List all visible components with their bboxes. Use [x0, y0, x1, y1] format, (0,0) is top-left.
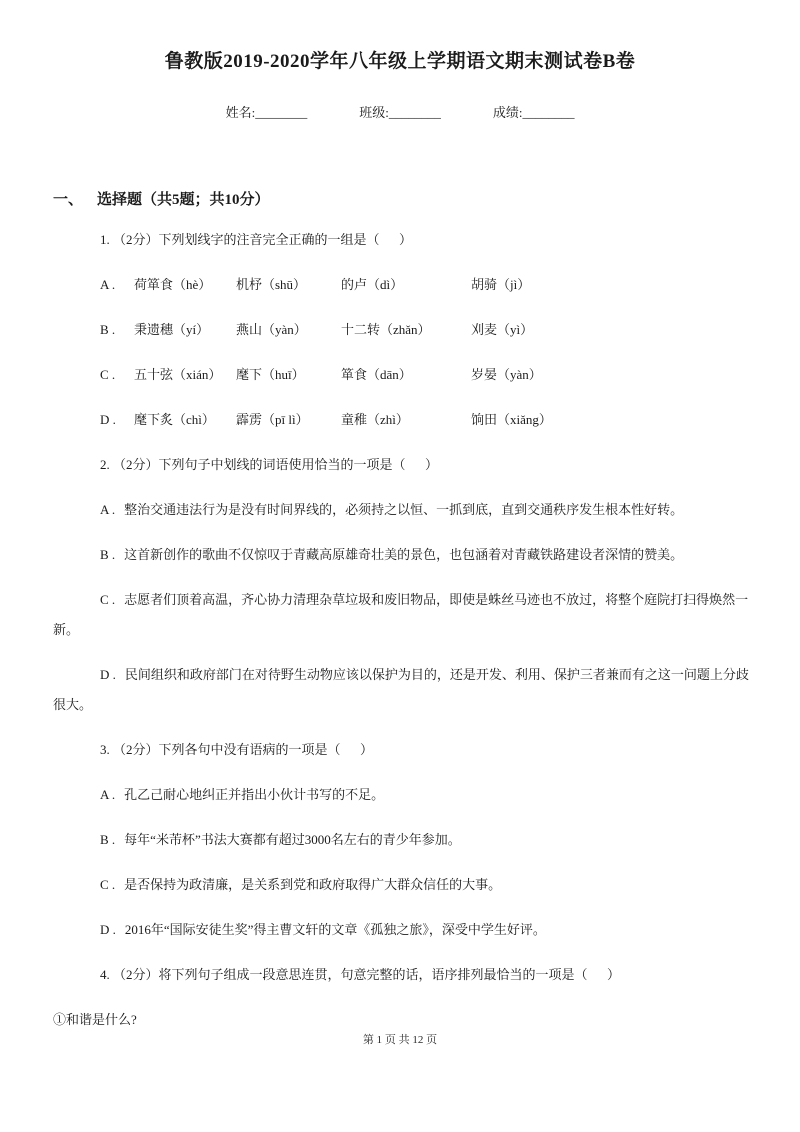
option-term: 霹雳（pī lì）	[236, 412, 309, 427]
score-label: 成绩:	[492, 105, 523, 120]
option-term: 童稚（zhì）	[341, 412, 409, 427]
student-info-row	[0, 104, 800, 122]
class-blank-line: ________	[388, 105, 441, 120]
option-letter: B .	[100, 322, 116, 337]
option-letter: B .	[100, 832, 116, 847]
question-2-stem: 2. （2分）下列句子中划线的词语使用恰当的一项是（ ）	[100, 457, 439, 472]
option-letter: C .	[100, 592, 116, 607]
section-heading	[53, 190, 760, 210]
option-term: 五十弦（xián）	[134, 367, 222, 382]
option-term: 十二转（zhǎn）	[341, 322, 431, 337]
option-letter: A .	[100, 277, 116, 292]
option-letter: D .	[100, 922, 116, 937]
option-term: 秉遗穗（yí）	[134, 322, 210, 337]
option-letter: A .	[100, 502, 116, 517]
question-2-option-c	[53, 585, 760, 645]
question-3-option-c	[53, 870, 760, 900]
option-term: 箪食（dān）	[341, 367, 412, 382]
option-term: 岁晏（yàn）	[471, 367, 542, 382]
option-text: 是否保持为政清廉，是关系到党和政府取得广大群众信任的大事。	[124, 877, 502, 892]
option-text: 整治交通违法行为是没有时间界线的，必须持之以恒、一抓到底，直到交通秩序发生根本性好转。	[124, 502, 684, 517]
option-text: 民间组织和政府部门在对待野生动物应该以保护为目的，还是开发、利用、保护三者兼而有之这一问题上分歧很大。	[53, 667, 749, 712]
class-label: 班级:	[359, 105, 389, 120]
class-field	[359, 104, 441, 122]
question-3-option-b	[53, 825, 760, 855]
question-1-option-a	[100, 270, 760, 300]
option-term: 麾下炙（chì）	[134, 412, 215, 427]
question-3-stem: 3. （2分）下列各句中没有语病的一项是（ ）	[100, 742, 374, 757]
question-1-option-b	[100, 315, 760, 345]
question-1-stem: 1. （2分）下列划线字的注音完全正确的一组是（ ）	[100, 232, 413, 247]
option-term: 机杼（shū）	[236, 277, 307, 292]
section-numeral: 一、	[53, 192, 84, 208]
option-term: 刈麦（yì）	[471, 322, 534, 337]
option-letter: D .	[100, 667, 116, 682]
question-3-option-d	[53, 915, 760, 945]
score-blank-line: ________	[522, 105, 575, 120]
exam-content	[53, 190, 760, 1035]
question-2-option-a	[53, 495, 760, 525]
option-term: 燕山（yàn）	[236, 322, 307, 337]
question-1-option-d	[100, 405, 760, 435]
option-letter: B .	[100, 547, 116, 562]
option-term: 荷箪食（hè）	[134, 277, 212, 292]
option-term: 的卢（dì）	[341, 277, 404, 292]
page-title: 鲁教版2019-2020学年八年级上学期语文期末测试卷B卷	[164, 51, 636, 72]
name-blank-line: ________	[255, 105, 308, 120]
question-4-sentence-1: ①和谐是什么?	[53, 1012, 137, 1027]
option-letter: C .	[100, 877, 116, 892]
option-text: 志愿者们顶着高温，齐心协力清理杂草垃圾和废旧物品，即使是蛛丝马迹也不放过，将整个庭院打扫得焕然一新。	[53, 592, 749, 637]
score-field	[493, 104, 575, 122]
option-term: 饷田（xiǎng）	[471, 412, 552, 427]
option-text: 2016年“国际安徒生奖”得主曹文轩的文章《孤独之旅》，深受中学生好评。	[124, 922, 546, 937]
name-label: 姓名:	[225, 105, 256, 120]
question-2-option-b	[53, 540, 760, 570]
option-text: 孔乙己耐心地纠正并指出小伙计书写的不足。	[124, 787, 385, 802]
option-letter: D .	[100, 412, 116, 427]
option-term: 胡骑（jì）	[471, 277, 531, 292]
page-footer: 第 1 页 共 12 页	[362, 1034, 438, 1046]
option-text: 这首新创作的歌曲不仅惊叹于青藏高原雄奇壮美的景色，也包涵着对青藏铁路建设者深情的赞美。	[124, 547, 684, 562]
question-3-option-a	[53, 780, 760, 810]
question-2-option-d	[53, 660, 760, 720]
option-letter: C .	[100, 367, 116, 382]
section-title: 选择题（共5题；共10分）	[97, 192, 270, 208]
option-term: 麾下（huī）	[236, 367, 305, 382]
option-letter: A .	[100, 787, 116, 802]
option-text: 每年“米芾杯”书法大赛都有超过3000名左右的青少年参加。	[124, 832, 461, 847]
question-4-stem: 4. （2分）将下列句子组成一段意思连贯，句意完整的话，语序排列最恰当的一项是（ ）	[100, 967, 621, 982]
name-field	[226, 104, 308, 122]
question-1-option-c	[100, 360, 760, 390]
